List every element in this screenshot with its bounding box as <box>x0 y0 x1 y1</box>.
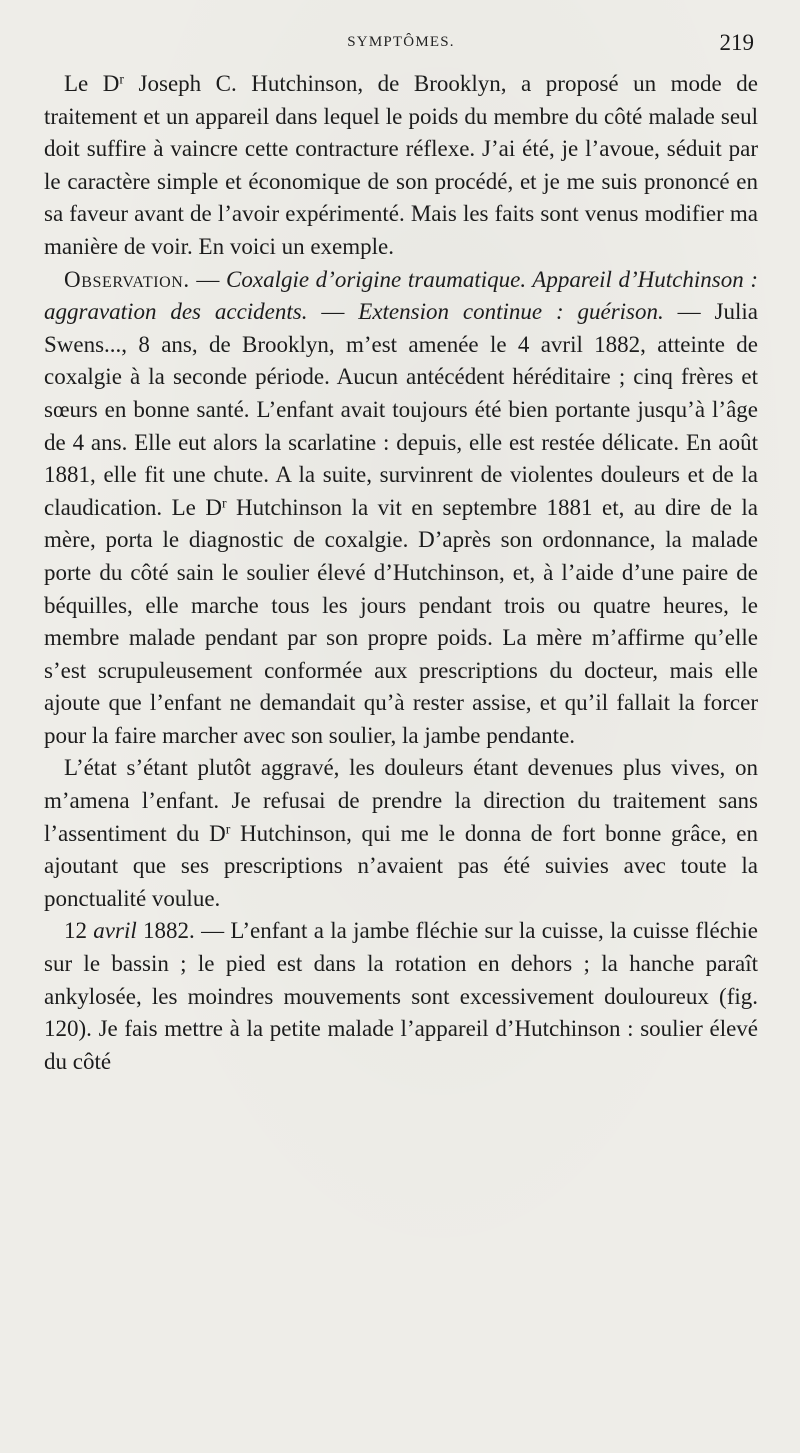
observation-title: Coxalgie d’origine traumatique. Appareil d’Hutchinson : aggravation des accidents. <box>44 266 758 325</box>
paragraph-text: Hutchinson la vit en septembre 1881 et, au dire de la mère, porta le diagnostic de coxalgie. D’après son ordonnance, la malade porte du côté sain le soulier élevé d’Hutchinson, et, à l’aide d’une paire de béquilles, elle marche tous les jours pendant trois ou quatre heures, le membre malade pendant par son propre poids. La mère m’affirme qu’elle s’est scrupuleusement conformée aux prescriptions du docteur, mais elle ajoute que l’enfant ne demandait qu’à rester assise, et qu’il fallait la forcer pour la faire marcher avec son soulier, la jambe pendante. <box>44 494 758 748</box>
paragraph-text: L’état s’étant plutôt aggravé, les douleurs étant devenues plus vives, on m’amena l’enfant. Je refusai de prendre la direction du traitement sans l’assentiment du D <box>44 755 758 846</box>
superscript-abbreviation: r <box>119 71 125 87</box>
body-text <box>44 68 758 1078</box>
running-title: SYMPTÔMES. <box>347 34 455 50</box>
paragraph-text: Joseph C. Hutchinson, de Brooklyn, a proposé un mode de traitement et un appareil dans lequel le poids du membre du côté malade seul doit suffire à vaincre cette contracture réflexe. J’ai été, je l’avoue, séduit par le caractère simple et économique de son procédé, et je me suis prononcé en sa faveur avant de l’avoir expérimenté. Mais les faits sont venus modifier ma manière de voir. En voici un exemple. <box>44 71 758 259</box>
dash-separator: — <box>307 299 359 325</box>
observation-label: Observation. <box>64 266 190 292</box>
paragraph-text: Hutchinson, qui me le donna de fort bonne grâce, en ajoutant que ses prescriptions n’avaient pas été suivies avec toute la ponctualité voulue. <box>44 820 759 911</box>
page-number: 219 <box>719 30 754 55</box>
observation-outcome: Extension continue : guérison. <box>358 299 664 325</box>
paragraph-aggravation <box>44 752 758 915</box>
paragraph-text: 12 <box>64 918 94 944</box>
paragraph-text: Le D <box>64 71 120 96</box>
running-header <box>44 30 758 66</box>
superscript-abbreviation: r <box>221 495 227 511</box>
date-month: avril <box>93 918 137 944</box>
superscript-abbreviation: r <box>225 821 231 837</box>
paragraph-text: 1882. — L’enfant a la jambe fléchie sur la cuisse, la cuisse fléchie sur le bassin ; le pied est dans la rotation en dehors ; la hanche paraît ankylosée, les moindres mouvements sont excessivement douloureux (fig. 120). Je fais mettre à la petite malade l’appareil d’Hutchinson : soulier élevé du côté <box>44 918 759 1074</box>
paragraph-introduction <box>44 68 758 264</box>
paragraph-observation: Observation. — Coxalgie d’origine traumatique. Appareil d’Hutchinson : aggravation des accidents. — Extension continue : guérison. — Julia Swens..., 8 ans, de Brooklyn, m’est amenée le 4 avril 1882, atteinte de coxalgie à la seconde période. Aucun antécédent héréditaire ; cinq frères et sœurs en bonne santé. L’enfant avait toujours été bien portante jusqu’à l’âge de 4 ans. Elle eut alors la scarlatine : depuis, elle est restée délicate. En août 1881, elle fit une chute. A la suite, survinrent de violentes douleurs et de la claudication. Le $D^r$ Hutchinson la vit en septembre 1881 et, au dire de la mère, porta le diagnostic de coxalgie. D’après son ordonnance, la malade porte du côté sain le soulier élevé d’Hutchinson, et, à l’aide d’une paire de béquilles, elle marche tous les jours pendant trois ou quatre heures, le membre malade pendant par son propre poids. La mère m’affirme qu’elle s’est scrupuleusement conformée aux prescriptions du docteur, mais elle ajoute que l’enfant ne demandait qu’à rester assise, et qu’il fallait la forcer pour la faire marcher avec son soulier, la jambe pendante. <box>44 266 758 748</box>
paragraph-april-12 <box>44 915 758 1078</box>
paragraph-text: — Julia Swens..., 8 ans, de Brooklyn, m’est amenée le 4 avril 1882, atteinte de coxalgie à la seconde période. Aucun antécédent héréditaire ; cinq frères et sœurs en bonne santé. L’enfant avait toujours été bien portante jusqu’à l’âge de 4 ans. Elle eut alors la scarlatine : depuis, elle est restée délicate. En août 1881, elle fit une chute. A la suite, survinrent de violentes douleurs et de la claudication. Le D <box>44 299 758 520</box>
